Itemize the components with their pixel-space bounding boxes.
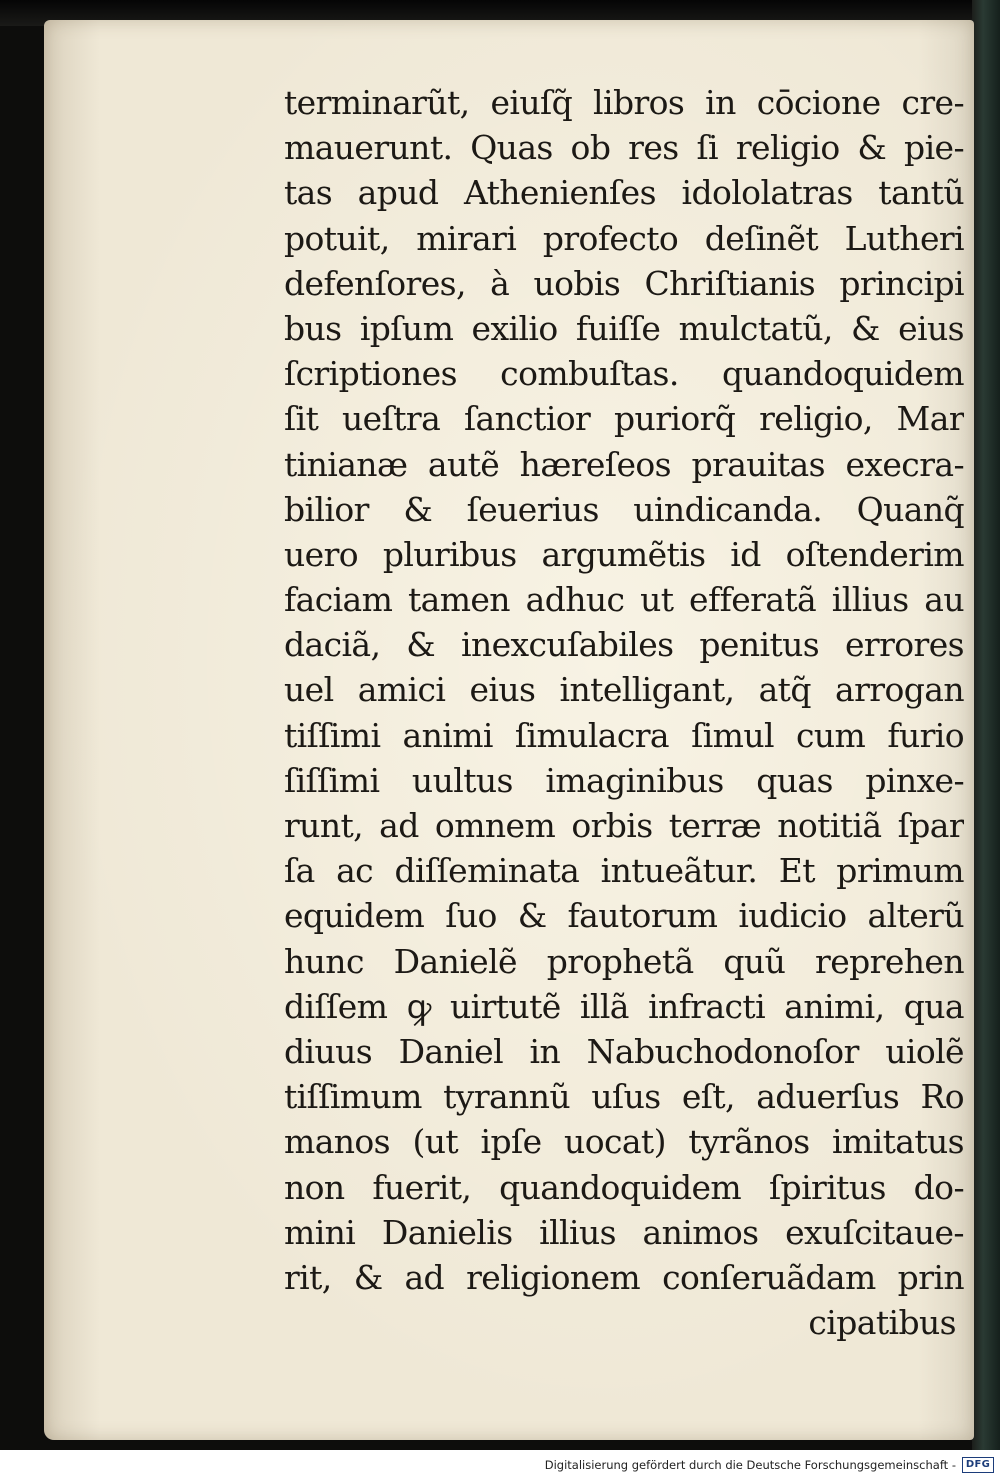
funding-credit: Digitalisierung gefördert durch die Deutsche Forschungsgemeinschaft - xyxy=(544,1458,956,1472)
text-line: daciã, & inexcuſabiles penitus errores xyxy=(284,625,964,665)
text-line: potuit, mirari profecto deſinẽt Lutheri xyxy=(284,218,964,258)
text-line: manos (ut ipſe uocat) tyrãnos imitatus xyxy=(284,1122,964,1162)
dfg-logo-icon: DFG xyxy=(962,1457,994,1473)
text-line: runt, ad omnem orbis terræ notitiã ſpar xyxy=(284,806,964,845)
digitization-footer xyxy=(0,1450,1000,1478)
text-block xyxy=(284,80,964,1345)
text-line: tiſſimi animi ſimulacra ſimul cum furio xyxy=(284,715,964,755)
paper-page xyxy=(44,20,974,1440)
text-line: rit, & ad religionem conſeruãdam prin xyxy=(284,1257,964,1297)
text-line: mauerunt. Quas ob res ſi religio & pie- xyxy=(284,128,964,168)
text-line: uero pluribus argumẽtis id oſtenderim xyxy=(284,534,964,574)
text-line: non fuerit, quandoquidem ſpiritus do- xyxy=(284,1167,964,1207)
text-line: ſcriptiones combuſtas. quandoquidem xyxy=(284,354,964,394)
text-line: ſit ueſtra ſanctior puriorq̃ religio, Mar xyxy=(284,399,964,439)
text-line: faciam tamen adhuc ut efferatã illius au xyxy=(284,580,964,620)
text-line: uel amici eius intelligant, atq̃ arrogan xyxy=(284,670,964,710)
text-line: tinianæ autẽ hæreſeos prauitas execra- xyxy=(284,444,964,484)
text-line: ſiſſimi uultus imaginibus quas pinxe- xyxy=(284,760,964,800)
catchword-line: cipatibus xyxy=(808,1303,956,1343)
text-line: diſſem ꝙ uirtutẽ illã infracti animi, qua xyxy=(284,986,964,1026)
text-line: terminarũt, eiuſq̃ libros in cōcione cre- xyxy=(284,83,964,122)
book-cover-edge xyxy=(972,0,1000,1450)
text-line: hunc Danielẽ prophetã quũ reprehen xyxy=(284,941,964,981)
text-line: bilior & ſeuerius uindicanda. Quanq̃ xyxy=(284,489,964,529)
text-line: equidem ſuo & fautorum iudicio alterũ xyxy=(284,896,964,936)
text-line: bus ipſum exilio fuiſſe mulctatũ, & eius xyxy=(284,308,964,348)
text-line: diuus Daniel in Nabuchodonoſor uiolẽ xyxy=(284,1031,964,1071)
text-line: tiſſimum tyrannũ uſus eſt, aduerſus Ro xyxy=(284,1077,964,1117)
text-line: mini Danielis illius animos exuſcitaue- xyxy=(284,1212,964,1252)
text-line: defenſores, à uobis Chriſtianis principi xyxy=(284,263,964,303)
text-line: tas apud Athenienſes idololatras tantũ xyxy=(284,173,964,213)
text-line: ſa ac diſſeminata intueãtur. Et primum xyxy=(284,851,964,891)
